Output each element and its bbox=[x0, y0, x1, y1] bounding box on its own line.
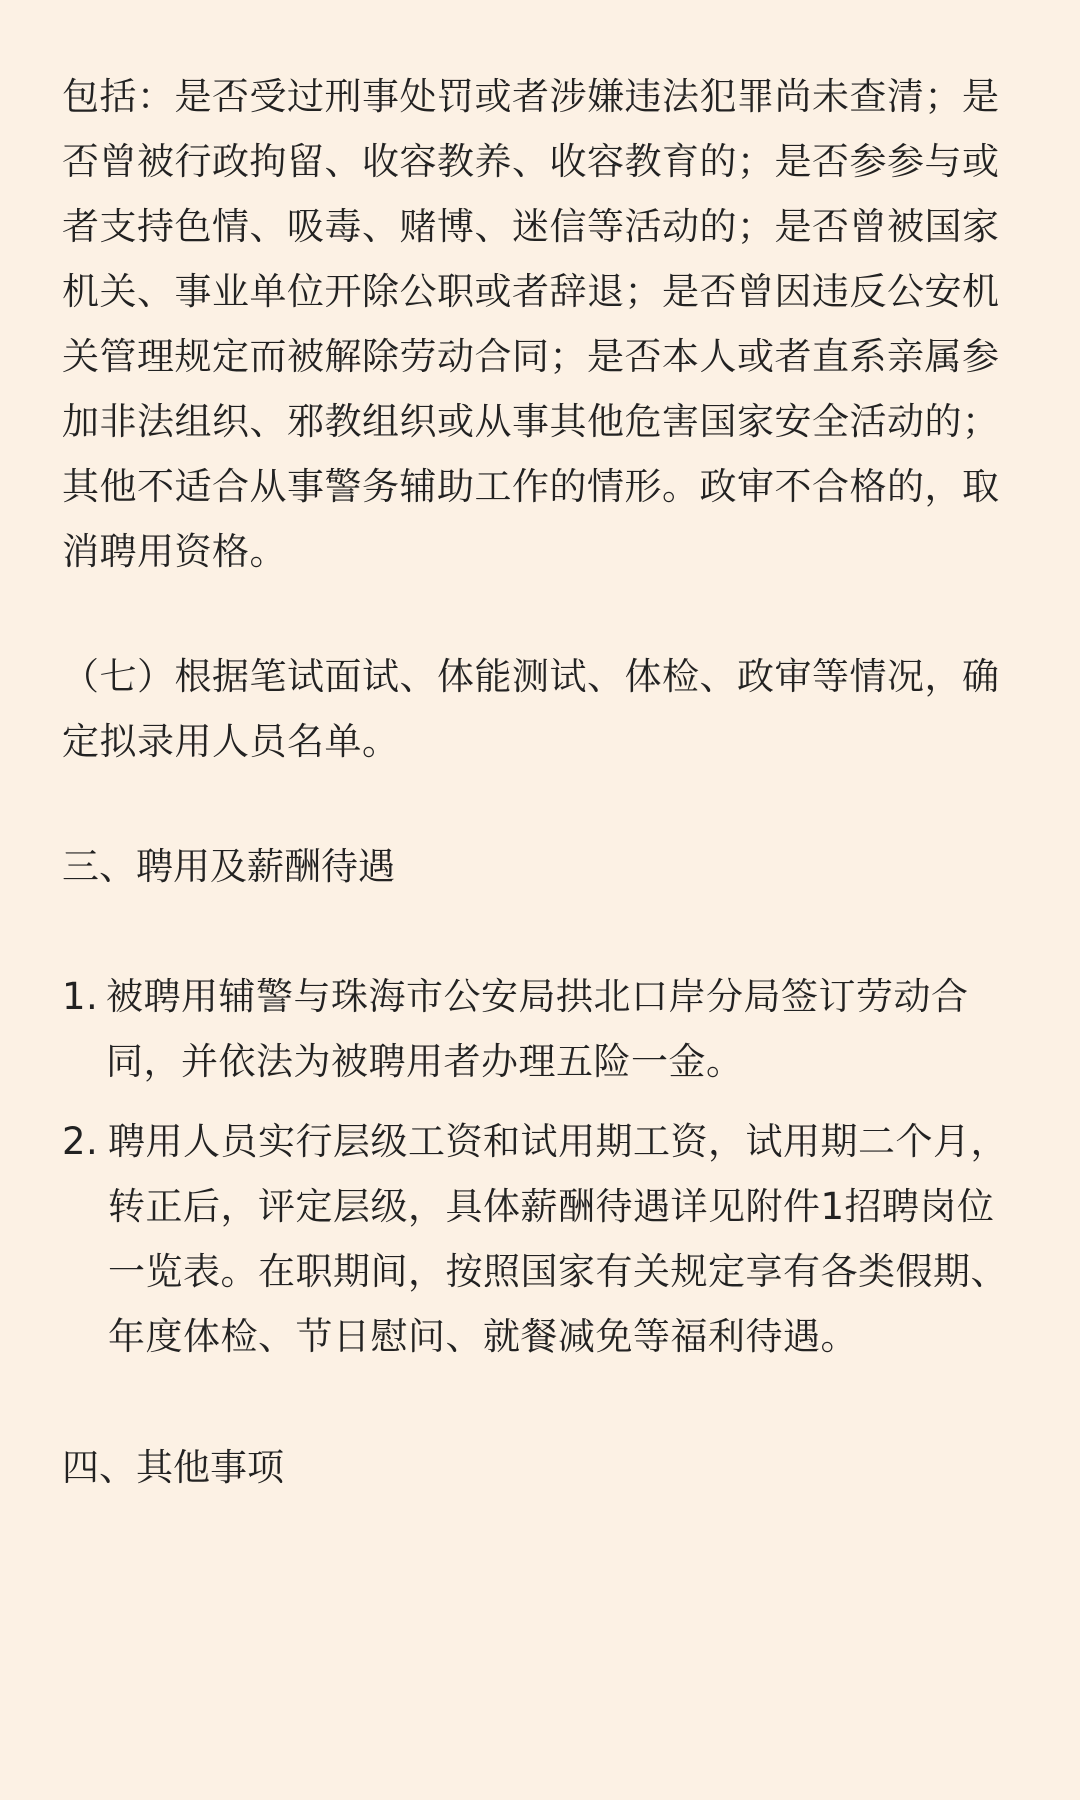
step-seven-paragraph: （七）根据笔试面试、体能测试、体检、政审等情况，确定拟录用人员名单。 bbox=[62, 655, 1000, 763]
political-review-paragraph: 包括：是否受过刑事处罚或者涉嫌违法犯罪尚未查清；是否曾被行政拘留、收容教养、收容教育的；是否参参与或者支持色情、吸毒、赌博、迷信等活动的；是否曾被国家机关、事业单位开除公职或者辞退；是否曾因违反公安机关管理规定而被解除劳动合同；是否本人或者直系亲属参加非法组织、邪教组织或从事其他危害国家安全活动的；其他不适合从事警务辅助工作的情形。政审不合格的，取消聘用资格。 bbox=[62, 75, 1000, 573]
list-item bbox=[62, 1109, 1010, 1369]
list-marker: 1. bbox=[62, 975, 99, 1018]
list-item-text: 被聘用辅警与珠海市公安局拱北口岸分局签订劳动合同，并依法为被聘用者办理五险一金。 bbox=[106, 975, 969, 1083]
list-item-text: 聘用人员实行层级工资和试用期工资，试用期二个月，转正后，评定层级，具体薪酬待遇详见附件1招聘岗位一览表。在职期间，按照国家有关规定享有各类假期、年度体检、节日慰问、就餐减免等福利待遇。 bbox=[108, 1120, 1008, 1358]
section-three-heading: 三、聘用及薪酬待遇 bbox=[62, 845, 395, 888]
section-three-list bbox=[62, 964, 1010, 1369]
section-four-heading: 四、其他事项 bbox=[62, 1446, 284, 1489]
list-marker: 2. bbox=[62, 1120, 99, 1163]
list-item bbox=[62, 964, 1010, 1094]
